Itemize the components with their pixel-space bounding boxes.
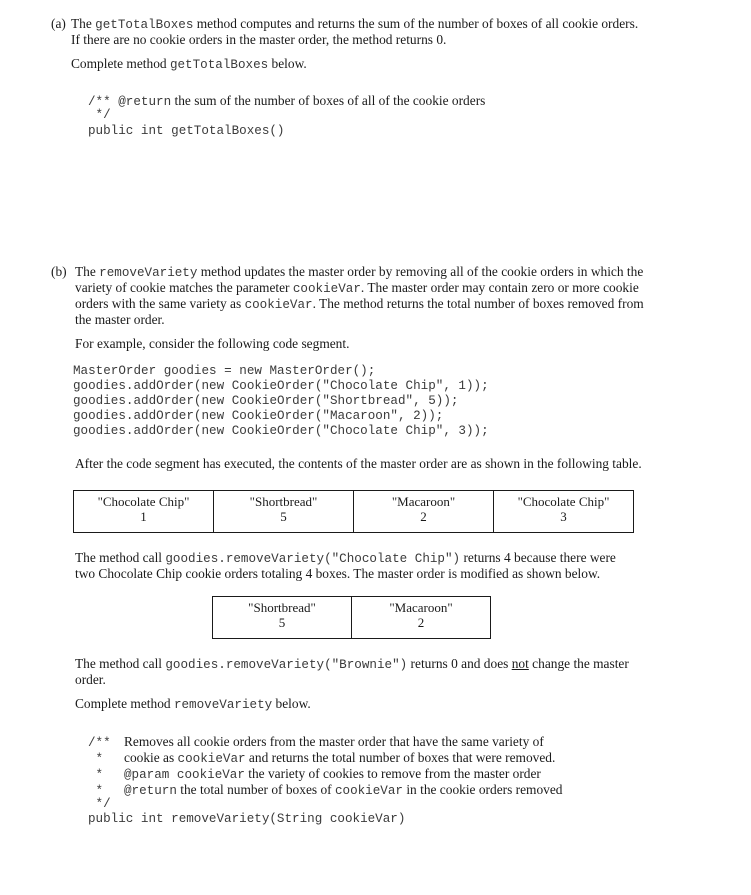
comment-open: /** — [88, 736, 119, 750]
text: variety of cookie matches the parameter — [75, 280, 293, 295]
method-name: getTotalBoxes — [95, 18, 194, 32]
cell-variety: "Chocolate Chip" — [517, 494, 610, 509]
part-b-javadoc-line-2 — [88, 750, 555, 766]
part-b-example-call-2-line-2: order. — [75, 672, 106, 687]
part-a-label: (a) — [51, 16, 66, 31]
method-call: goodies.removeVariety("Brownie") — [165, 658, 408, 672]
comment-open: /** — [88, 95, 119, 109]
cell-variety: "Macaroon" — [389, 600, 453, 615]
part-b-javadoc-line-3 — [88, 766, 541, 782]
text: The method call — [75, 656, 166, 671]
text: Removes all cookie orders from the master order that have the same variety of — [124, 734, 544, 749]
part-b-example-intro: For example, consider the following code segment. — [75, 336, 350, 351]
table-cell — [352, 597, 491, 639]
text: the total number of boxes of — [176, 782, 335, 797]
cell-boxes: 2 — [420, 509, 427, 524]
part-a-javadoc-line-1 — [88, 93, 485, 109]
part-a-method-signature: public int getTotalBoxes() — [88, 124, 285, 138]
text: in the cookie orders removed — [402, 782, 563, 797]
javadoc-param: @param cookieVar — [124, 768, 245, 782]
master-order-table-initial — [73, 490, 634, 533]
javadoc-tag: @return — [118, 95, 172, 109]
text: and returns the total number of boxes that were removed. — [245, 750, 556, 765]
part-b-description-line-2 — [75, 280, 639, 296]
param-name: cookieVar — [244, 298, 313, 312]
cell-boxes: 1 — [140, 509, 147, 524]
part-a-javadoc-close: */ — [88, 108, 111, 122]
part-a-instruction — [71, 56, 307, 72]
part-b-instruction — [75, 696, 311, 712]
part-a-description-line-2: If there are no cookie orders in the master order, the method returns 0. — [71, 32, 447, 47]
cell-variety: "Shortbread" — [249, 494, 318, 509]
code-segment — [73, 364, 489, 439]
text: below. — [268, 56, 307, 71]
part-b-description-line-3 — [75, 296, 644, 312]
part-a-description-line-1 — [71, 16, 638, 32]
part-b-example-call-1 — [75, 550, 616, 566]
text: The — [75, 264, 100, 279]
cell-variety: "Macaroon" — [391, 494, 456, 509]
param-name: cookieVar — [177, 752, 246, 766]
javadoc-tag: @return — [124, 784, 177, 798]
table-cell — [214, 491, 354, 533]
text: method computes and returns the sum of the number of boxes of all cookie orders. — [193, 16, 639, 31]
method-call: goodies.removeVariety("Chocolate Chip") — [165, 552, 461, 566]
cell-boxes: 5 — [278, 615, 286, 630]
part-b-example-call-2 — [75, 656, 629, 672]
cell-boxes: 3 — [560, 509, 567, 524]
table-cell — [213, 597, 352, 639]
text: returns 0 and does — [407, 656, 512, 671]
comment-star: * — [88, 784, 104, 798]
method-name: removeVariety — [173, 698, 273, 712]
text: The — [71, 16, 96, 31]
table-cell — [74, 491, 214, 533]
text: The method call — [75, 550, 166, 565]
part-b-javadoc-close: */ — [88, 797, 111, 811]
emphasis-not: not — [511, 656, 529, 671]
part-b-description-line-1 — [75, 264, 643, 280]
method-name: removeVariety — [99, 266, 198, 280]
param-name: cookieVar — [334, 784, 403, 798]
cell-boxes: 5 — [280, 509, 287, 524]
table-cell — [354, 491, 494, 533]
text: Complete method — [71, 56, 170, 71]
table-row — [74, 491, 634, 533]
code-line: MasterOrder goodies = new MasterOrder(); — [73, 364, 376, 378]
text: the sum of the number of boxes of all of the cookie orders — [171, 93, 486, 108]
master-order-table-modified — [212, 596, 491, 639]
text: cookie as — [124, 750, 178, 765]
part-b-example-call-1-line-2: two Chocolate Chip cookie orders totaling 4 boxes. The master order is modified as shown below. — [75, 566, 601, 581]
method-name: getTotalBoxes — [169, 58, 269, 72]
cell-variety: "Chocolate Chip" — [97, 494, 190, 509]
code-line: goodies.addOrder(new CookieOrder("Chocolate Chip", 3)); — [73, 424, 489, 438]
part-b-javadoc-line-4 — [88, 782, 563, 798]
part-b-description-line-4: the master order. — [75, 312, 165, 327]
text: returns 4 because there were — [460, 550, 616, 565]
part-b-table-intro: After the code segment has executed, the contents of the master order are as shown in the following table. — [75, 456, 642, 471]
comment-star: * — [88, 752, 104, 766]
part-b-method-signature: public int removeVariety(String cookieVar) — [88, 812, 406, 826]
text: . The master order may contain zero or more cookie — [360, 280, 639, 295]
text: the variety of cookies to remove from the master order — [244, 766, 541, 781]
text: below. — [272, 696, 311, 711]
text: orders with the same variety as — [75, 296, 245, 311]
comment-star: * — [88, 768, 104, 782]
text: Complete method — [75, 696, 174, 711]
param-name: cookieVar — [292, 282, 361, 296]
code-line: goodies.addOrder(new CookieOrder("Chocolate Chip", 1)); — [73, 379, 489, 393]
cell-boxes: 2 — [417, 615, 425, 630]
part-b-javadoc-line-1 — [88, 734, 544, 750]
code-line: goodies.addOrder(new CookieOrder("Shortbread", 5)); — [73, 394, 459, 408]
text: method updates the master order by removing all of the cookie orders in which the — [197, 264, 644, 279]
cell-variety: "Shortbread" — [248, 600, 316, 615]
text: change the master — [528, 656, 629, 671]
table-row — [213, 597, 491, 639]
table-cell — [494, 491, 634, 533]
part-b-label: (b) — [51, 264, 67, 279]
text: . The method returns the total number of boxes removed from — [312, 296, 644, 311]
code-line: goodies.addOrder(new CookieOrder("Macaroon", 2)); — [73, 409, 444, 423]
